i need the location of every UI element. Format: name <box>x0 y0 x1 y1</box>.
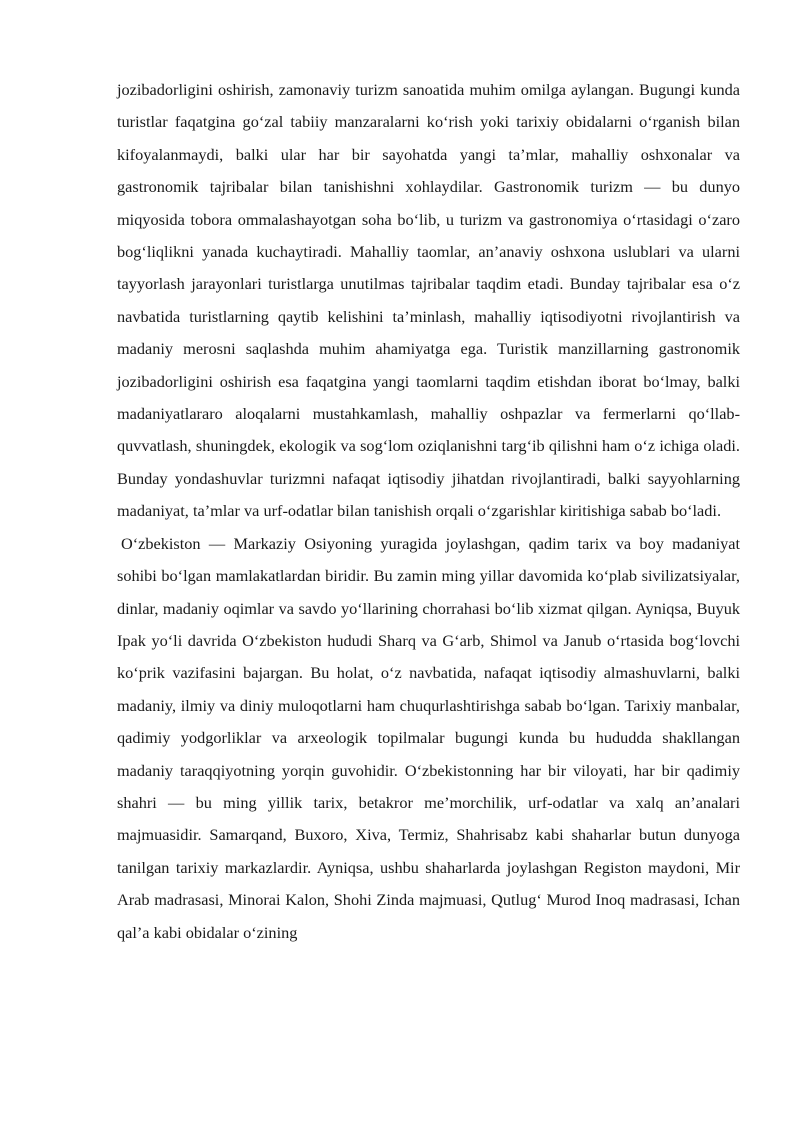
paragraph-gastronomic-tourism: jozibadorligini oshirish, zamonaviy turizm sanoatida muhim omilga aylangan. Bugungi kunda turistlar faqatgina go‘zal tabiiy manzaralarni ko‘rish yoki tarixiy obidalarni o‘rganish bilan kifoyalanmaydi, balki ular har bir sayohatda yangi ta’mlar, mahalliy oshxonalar va gastronomik tajribalar bilan tanishishni xohlaydilar. Gastronomik turizm — bu dunyo miqyosida tobora ommalashayotgan soha bo‘lib, u turizm va gastronomiya o‘rtasidagi o‘zaro bog‘liqlikni yanada kuchaytiradi. Mahalliy taomlar, an’anaviy oshxona uslublari va ularni tayyorlash jarayonlari turistlarga unutilmas tajribalar taqdim etadi. Bunday tajribalar esa o‘z navbatida turistlarning qaytib kelishini ta’minlash, mahalliy iqtisodiyotni rivojlantirish va madaniy merosni saqlashda muhim ahamiyatga ega. Turistik manzillarning gastronomik jozibadorligini oshirish esa faqatgina yangi taomlarni taqdim etishdan iborat bo‘lmay, balki madaniyatlararo aloqalarni mustahkamlash, mahalliy oshpazlar va fermerlarni qo‘llab-quvvatlash, shuningdek, ekologik va sog‘lom oziqlanishni targ‘ib qilishni ham o‘z ichiga oladi. Bunday yondashuvlar turizmni nafaqat iqtisodiy jihatdan rivojlantiradi, balki sayyohlarning madaniyat, ta’mlar va urf-odatlar bilan tanishish orqali o‘zgarishlar kiritishiga sabab bo‘ladi. <box>117 80 740 521</box>
document-page <box>117 74 740 949</box>
paragraph-uzbekistan-history: O‘zbekiston — Markaziy Osiyoning yuragida joylashgan, qadim tarix va boy madaniyat sohibi bo‘lgan mamlakatlardan biridir. Bu zamin ming yillar davomida ko‘plab sivilizatsiyalar, dinlar, madaniy oqimlar va savdo yo‘llarining chorrahasi bo‘lib xizmat qilgan. Ayniqsa, Buyuk Ipak yo‘li davrida O‘zbekiston hududi Sharq va G‘arb, Shimol va Janub o‘rtasida bog‘lovchi ko‘prik vazifasini bajargan. Bu holat, o‘z navbatida, nafaqat iqtisodiy almashuvlarni, balki madaniy, ilmiy va diniy muloqotlarni ham chuqurlashtirishga sabab bo‘lgan. Tarixiy manbalar, qadimiy yodgorliklar va arxeologik topilmalar bugungi kunda bu hududda shakllangan madaniy taraqqiyotning yorqin guvohidir. O‘zbekistonning har bir viloyati, har bir qadimiy shahri — bu ming yillik tarix, betakror me’morchilik, urf-odatlar va xalq an’analari majmuasidir. Samarqand, Buxoro, Xiva, Termiz, Shahrisabz kabi shaharlar butun dunyoga tanilgan tarixiy markazlardir. Ayniqsa, ushbu shaharlarda joylashgan Registon maydoni, Mir Arab madrasasi, Minorai Kalon, Shohi Zinda majmuasi, Qutlug‘ Murod Inoq madrasasi, Ichan qal’a kabi obidalar o‘zining <box>117 533 740 942</box>
